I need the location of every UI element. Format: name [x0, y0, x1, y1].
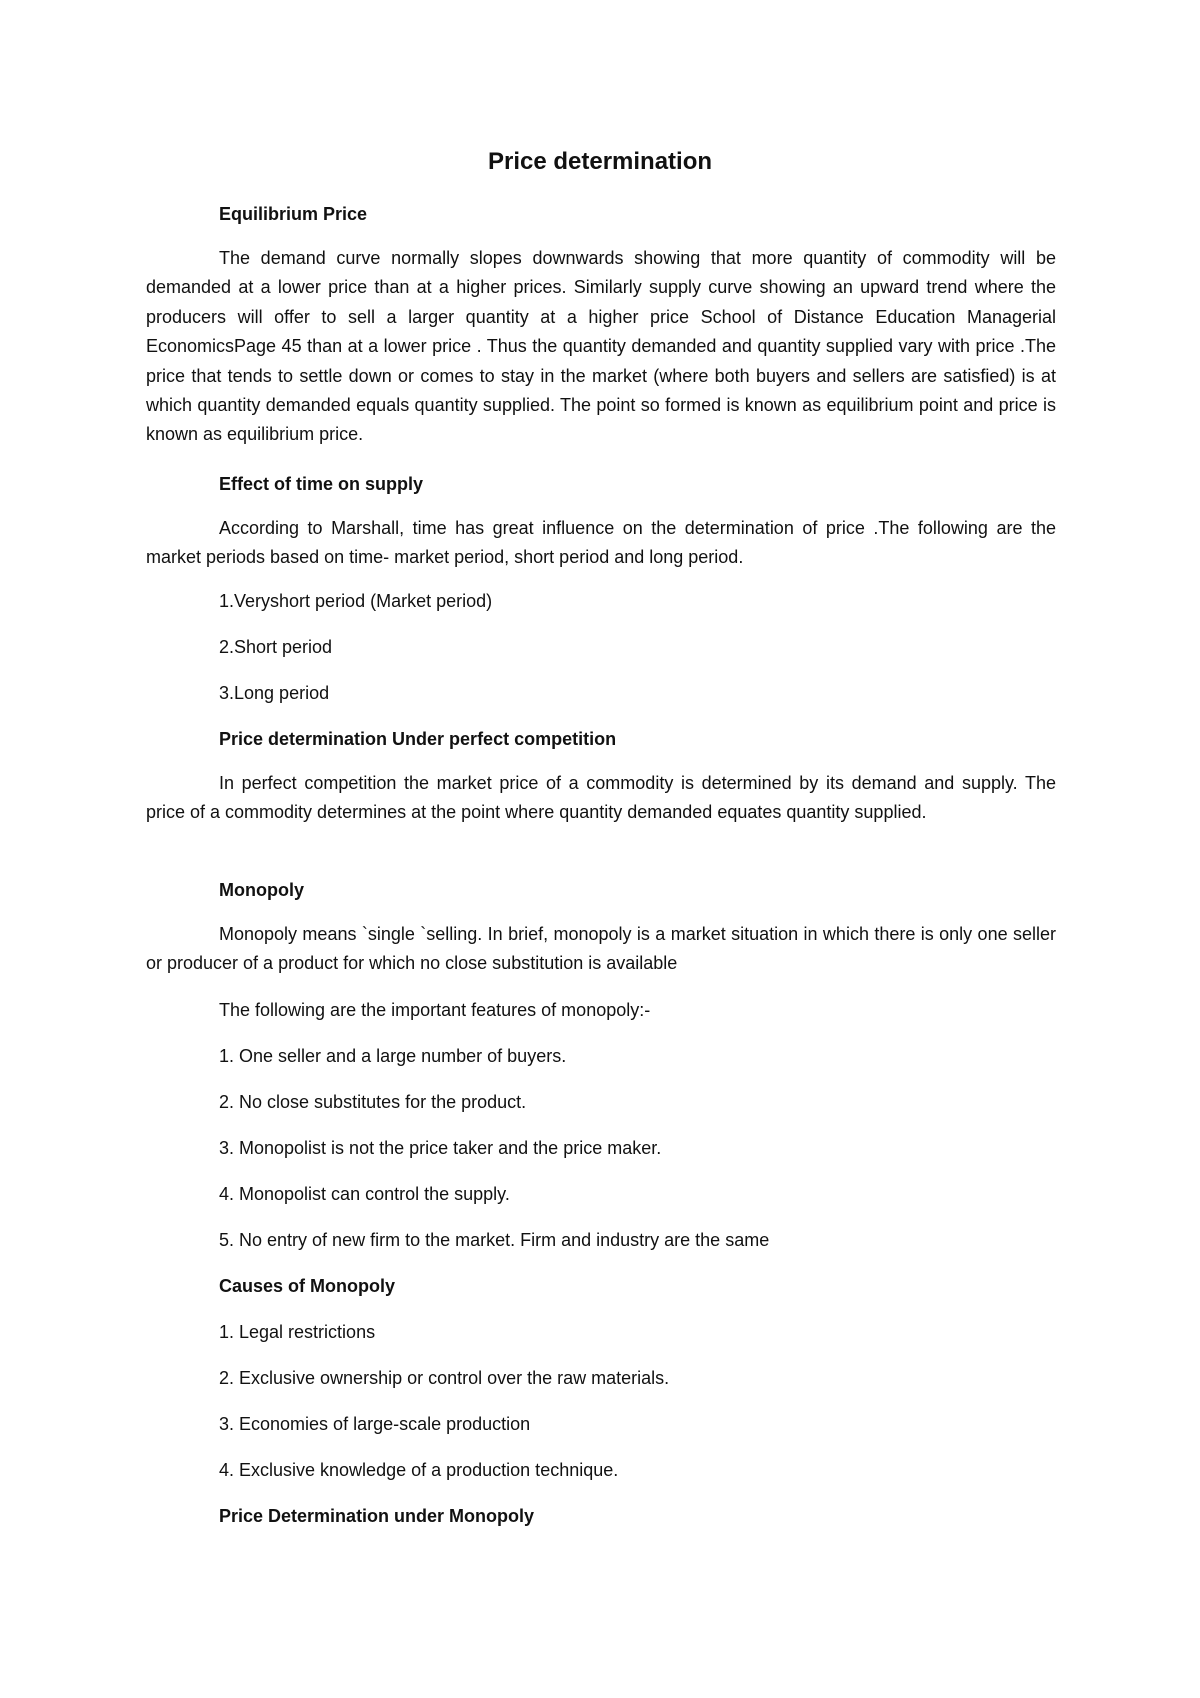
- list-item-cause-2: 2. Exclusive ownership or control over the raw materials.: [219, 1368, 670, 1388]
- list-item-cause-4: 4. Exclusive knowledge of a production technique.: [219, 1460, 619, 1480]
- heading-monopoly: Monopoly: [219, 880, 304, 900]
- page-title: Price determination: [487, 148, 713, 175]
- paragraph-monopoly: Monopoly means `single `selling. In brief, monopoly is a market situation in which there is only one seller or producer of a product for which no close substitution is available: [146, 924, 1056, 974]
- heading-causes-of-monopoly: Causes of Monopoly: [219, 1276, 396, 1296]
- list-item-feature-3: 3. Monopolist is not the price taker and the price maker.: [219, 1138, 662, 1158]
- list-item-cause-3: 3. Economies of large-scale production: [219, 1414, 531, 1434]
- list-item-period-2: 2.Short period: [219, 637, 333, 657]
- list-item-cause-1: 1. Legal restrictions: [219, 1322, 376, 1342]
- list-item-feature-1: 1. One seller and a large number of buyers.: [219, 1046, 567, 1066]
- list-item-period-1: 1.Veryshort period (Market period): [219, 591, 493, 611]
- heading-perfect-competition: Price determination Under perfect competition: [219, 729, 617, 749]
- heading-equilibrium-price: Equilibrium Price: [219, 204, 368, 224]
- paragraph-perfect-competition: In perfect competition the market price of a commodity is determined by its demand and supply. The price of a commodity determines at the point where quantity demanded equates quantity supplied.: [146, 773, 1056, 823]
- list-item-period-3: 3.Long period: [219, 683, 330, 703]
- paragraph-effect-of-time: According to Marshall, time has great influence on the determination of price .The following are the market periods based on time- market period, short period and long period.: [146, 518, 1056, 568]
- list-item-feature-2: 2. No close substitutes for the product.: [219, 1092, 527, 1112]
- list-item-feature-4: 4. Monopolist can control the supply.: [219, 1184, 510, 1204]
- features-intro: The following are the important features of monopoly:-: [219, 1000, 651, 1020]
- heading-price-determination-monopoly: Price Determination under Monopoly: [219, 1506, 535, 1526]
- list-item-feature-5: 5. No entry of new firm to the market. Firm and industry are the same: [219, 1230, 770, 1250]
- heading-effect-of-time: Effect of time on supply: [219, 474, 424, 494]
- paragraph-equilibrium: The demand curve normally slopes downwards showing that more quantity of commodity will be demanded at a lower price than at a higher prices. Similarly supply curve showing an upward trend where the producers will offer to sell a larger quantity at a higher price School of Distance Education Managerial EconomicsPage 45 than at a lower price . Thus the quantity demanded and quantity supplied vary with price .The price that tends to settle down or comes to stay in the market (where both buyers and sellers are satisfied) is at which quantity demanded equals quantity supplied. The point so formed is known as equilibrium point and price is known as equilibrium price.: [146, 248, 1056, 445]
